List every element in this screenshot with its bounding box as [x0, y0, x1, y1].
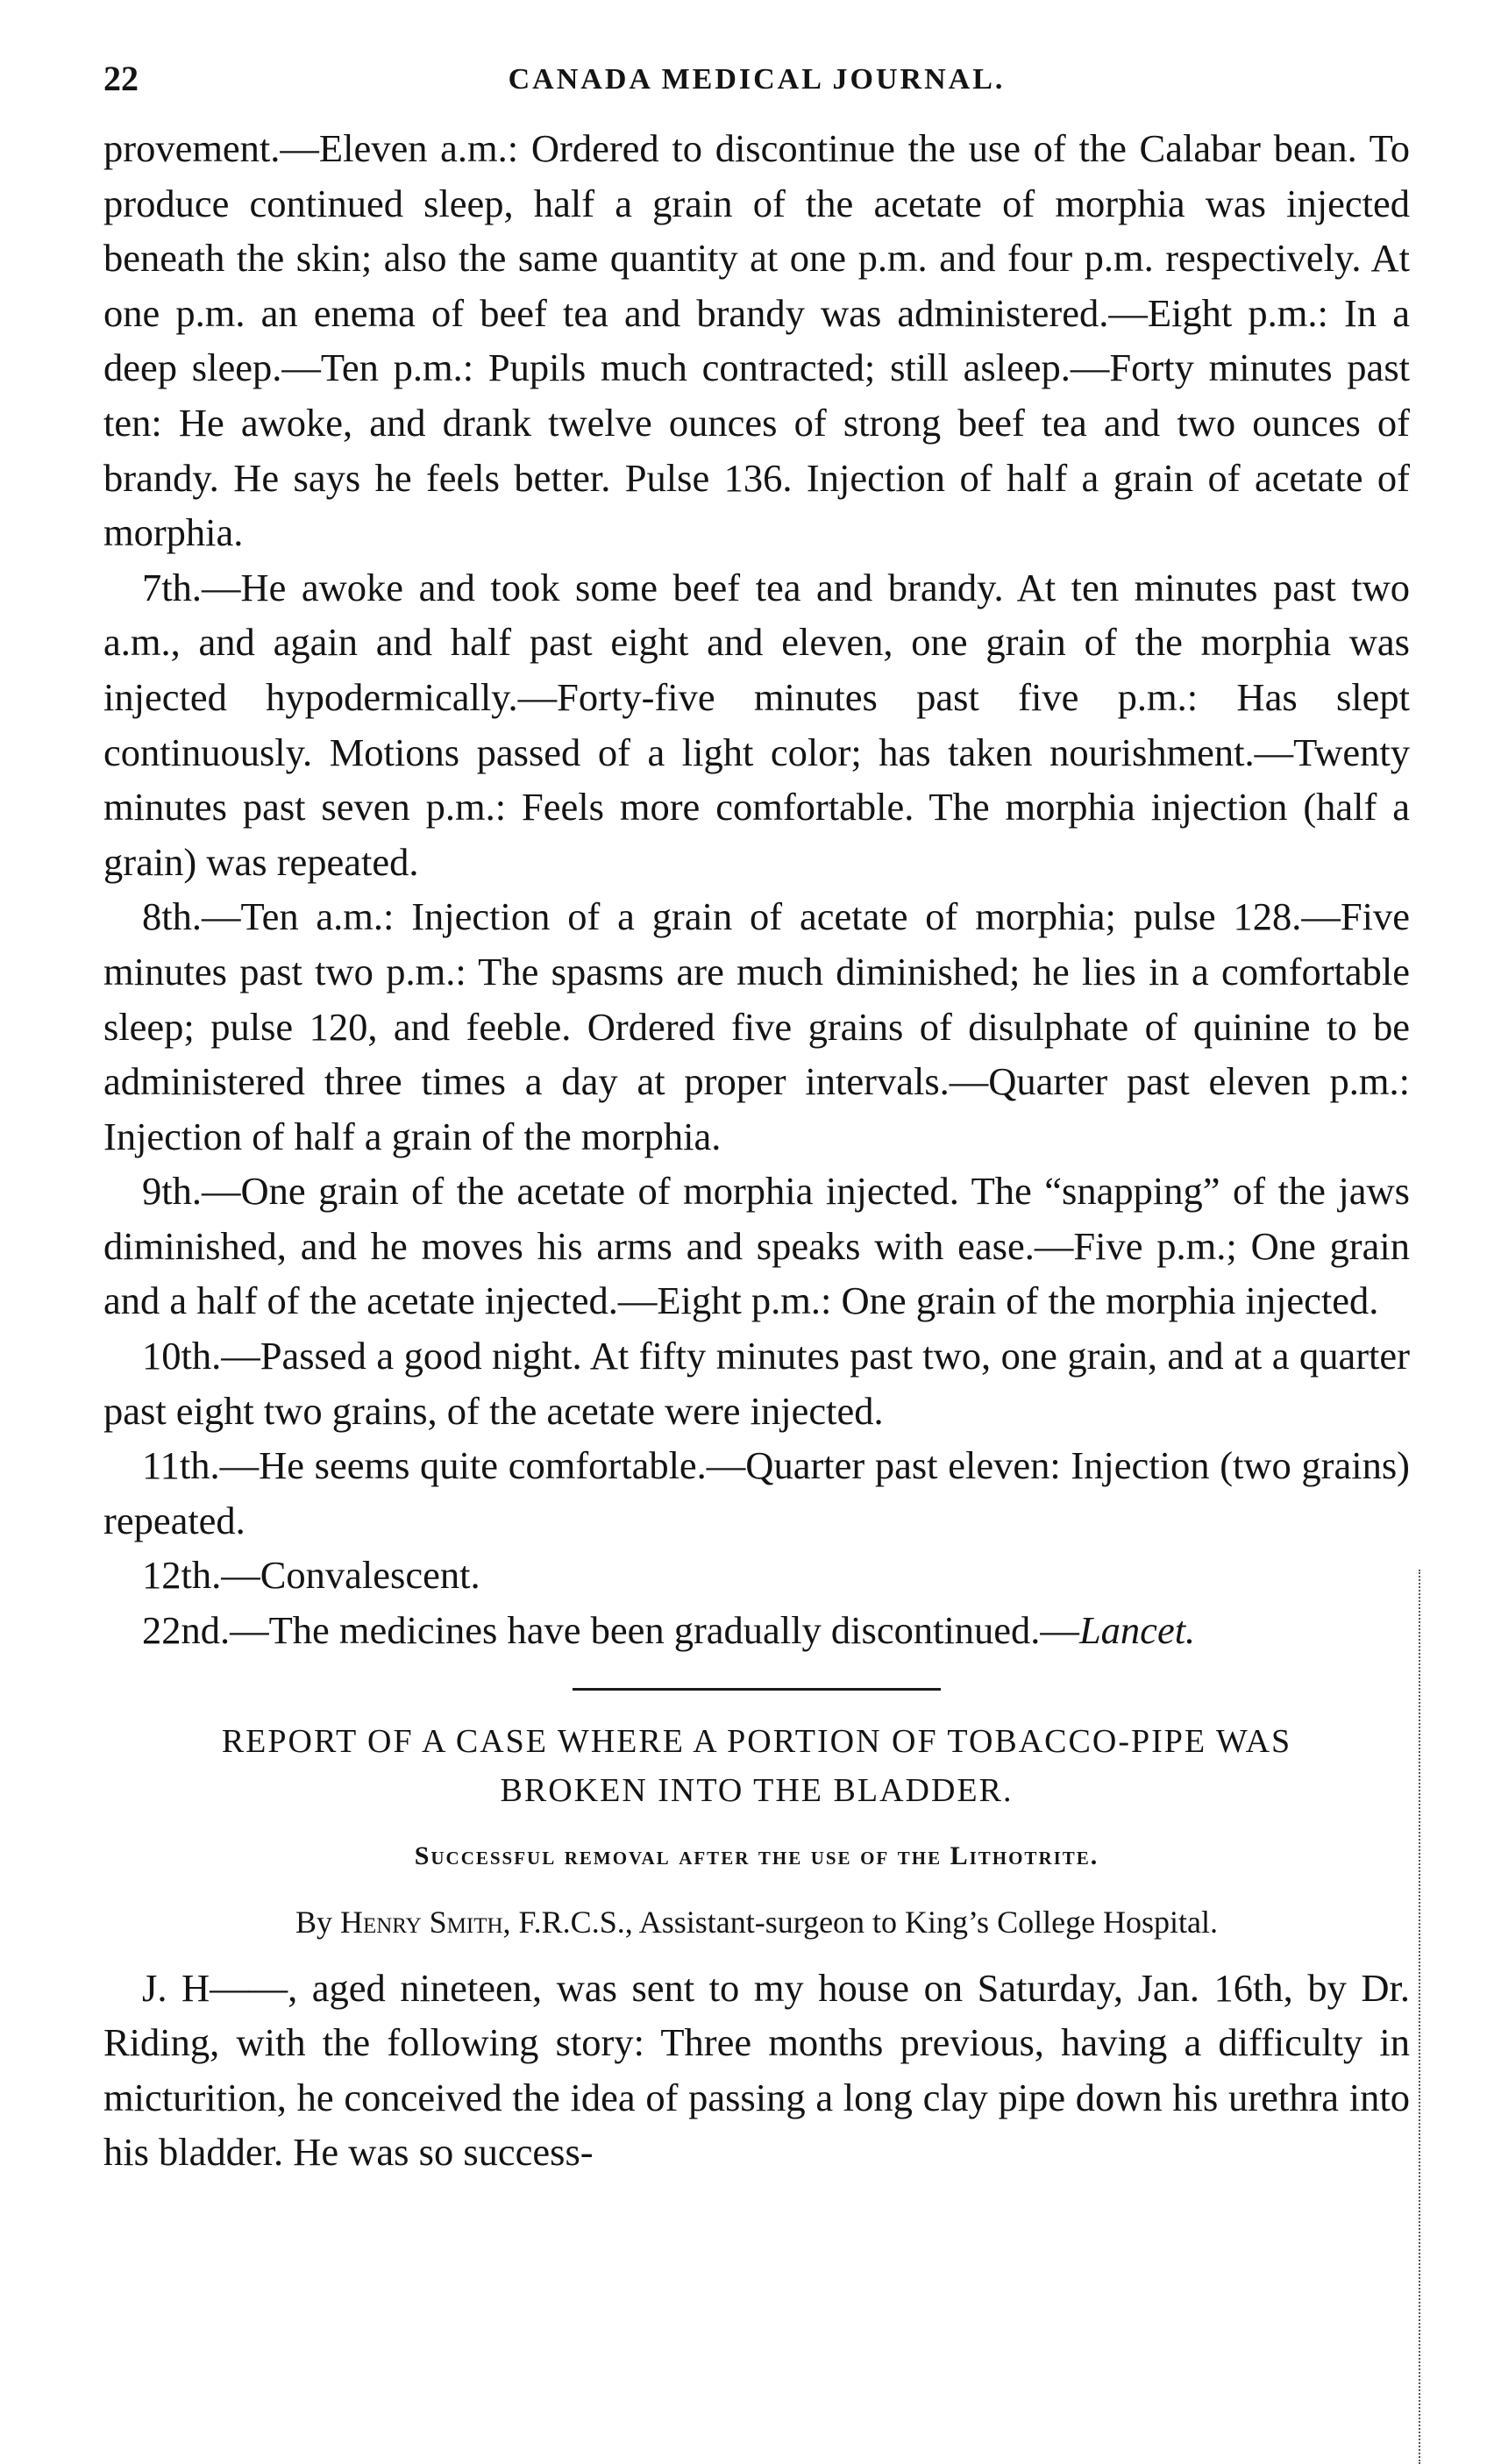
- report-title-line-1: REPORT OF A CASE WHERE A PORTION OF TOBACCO-PIPE WAS: [221, 1722, 1292, 1760]
- report-body: J. H——, aged nineteen, was sent to my house on Saturday, Jan. 16th, by Dr. Riding, with the following story: Three months previous, having a difficulty in micturition, he conceived the idea of passing a long clay pipe down his urethra into his bladder. He was so success-: [103, 1965, 1410, 2175]
- report-title-line-2: BROKEN INTO THE BLADDER.: [500, 1771, 1014, 1809]
- page-number: 22: [103, 59, 139, 98]
- margin-mark: [1419, 1570, 1426, 2464]
- section-divider: [573, 1688, 941, 1691]
- journal-page: [103, 58, 1410, 2180]
- report-title: [103, 1717, 1410, 1815]
- source-citation: Lancet.: [1078, 1608, 1196, 1653]
- author-byline: [103, 1894, 1410, 1950]
- paragraph-22nd: [103, 1603, 1410, 1658]
- report-subtitle: Successful removal after the use of the Lithotrite.: [414, 1841, 1099, 1870]
- running-head: [103, 58, 1410, 121]
- paragraph-continuation: provement.—Eleven a.m.: Ordered to discontinue the use of the Calabar bean. To produce continued sleep, half a grain of the acetate of morphia was injected beneath the skin; also the same quantity at one p.m. and four p.m. respectively. At one p.m. an enema of beef tea and brandy was administered.—Eight p.m.: In a deep sleep.—Ten p.m.: Pupils much contracted; still asleep.—Forty minutes past ten: He awoke, and drank twelve ounces of strong beef tea and two ounces of brandy. He says he feels better. Pulse 136. Injection of half a grain of acetate of morphia.: [103, 126, 1410, 555]
- journal-title: CANADA MEDICAL JOURNAL.: [508, 63, 1006, 96]
- paragraph-11th: 11th.—He seems quite comfortable.—Quarter past eleven: Injection (two grains) repeated.: [103, 1443, 1410, 1542]
- paragraph-9th: 9th.—One grain of the acetate of morphia injected. The “snapping” of the jaws diminished, and he moves his arms and speaks with ease.—Five p.m.; One grain and a half of the acetate injected.—Eight p.m.: One grain of the morphia injected.: [103, 1169, 1410, 1323]
- author-name: Henry Smith: [339, 1904, 503, 1940]
- paragraph-8th: 8th.—Ten a.m.: Injection of a grain of acetate of morphia; pulse 128.—Five minutes past two p.m.: The spasms are much diminished; he lies in a comfortable sleep; pulse 120, and feeble. Ordered five grains of disulphate of quinine to be administered three times a day at proper intervals.—Quarter past eleven p.m.: Injection of half a grain of the morphia.: [103, 894, 1410, 1158]
- paragraph-7th: 7th.—He awoke and took some beef tea and brandy. At ten minutes past two a.m., and again and half past eight and eleven, one grain of the morphia was injected hypodermically.—Forty-five minutes past five p.m.: Has slept continuously. Motions passed of a light color; has taken nourishment.—Twenty minutes past seven p.m.: Feels more comfortable. The morphia injection (half a grain) was repeated.: [103, 565, 1410, 884]
- paragraph-10th: 10th.—Passed a good night. At fifty minutes past two, one grain, and at a quarter past eight two grains, of the acetate were injected.: [103, 1334, 1410, 1433]
- paragraph-22nd-text: 22nd.—The medicines have been gradually discontinued.—: [142, 1608, 1079, 1653]
- byline-prefix: By: [295, 1904, 340, 1940]
- paragraph-12th: 12th.—Convalescent.: [142, 1553, 480, 1598]
- byline-credentials: , F.R.C.S., Assistant-surgeon to King’s College Hospital.: [502, 1904, 1219, 1940]
